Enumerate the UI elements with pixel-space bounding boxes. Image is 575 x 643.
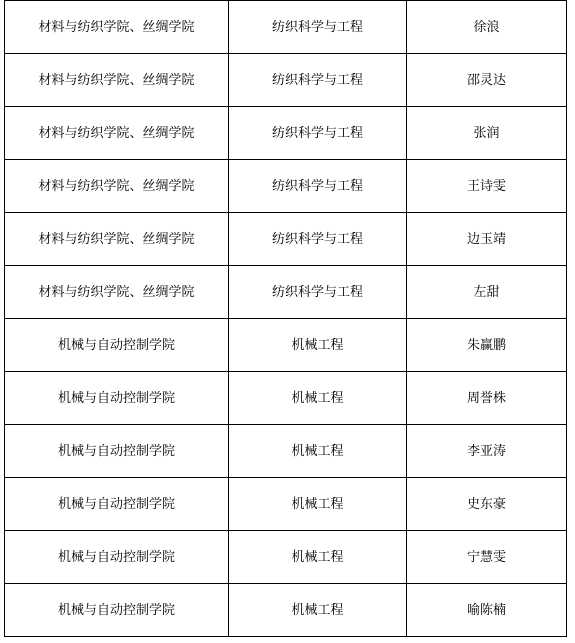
college-cell: 材料与纺织学院、丝绸学院 [5, 1, 229, 54]
name-cell: 周誉株 [407, 372, 567, 425]
college-cell: 材料与纺织学院、丝绸学院 [5, 160, 229, 213]
table-row [5, 54, 567, 107]
table-row [5, 213, 567, 266]
table-row [5, 584, 567, 637]
table-row [5, 478, 567, 531]
name-cell: 王诗雯 [407, 160, 567, 213]
table-row [5, 266, 567, 319]
college-cell: 材料与纺织学院、丝绸学院 [5, 107, 229, 160]
major-cell: 机械工程 [229, 584, 407, 637]
major-cell: 机械工程 [229, 425, 407, 478]
college-cell: 机械与自动控制学院 [5, 319, 229, 372]
college-cell: 材料与纺织学院、丝绸学院 [5, 213, 229, 266]
table-body [5, 1, 567, 637]
table-row [5, 319, 567, 372]
name-cell: 宁慧雯 [407, 531, 567, 584]
major-cell: 机械工程 [229, 478, 407, 531]
name-cell: 史东豪 [407, 478, 567, 531]
table-row [5, 107, 567, 160]
major-cell: 纺织科学与工程 [229, 54, 407, 107]
college-cell: 机械与自动控制学院 [5, 425, 229, 478]
name-cell: 喻陈楠 [407, 584, 567, 637]
name-cell: 左甜 [407, 266, 567, 319]
name-cell: 边玉靖 [407, 213, 567, 266]
major-cell: 机械工程 [229, 372, 407, 425]
table-row [5, 372, 567, 425]
table-row [5, 425, 567, 478]
name-cell: 李亚涛 [407, 425, 567, 478]
college-cell: 机械与自动控制学院 [5, 584, 229, 637]
name-cell: 朱赢鹏 [407, 319, 567, 372]
major-cell: 机械工程 [229, 531, 407, 584]
major-cell: 机械工程 [229, 319, 407, 372]
table-row [5, 160, 567, 213]
name-cell: 邵灵达 [407, 54, 567, 107]
major-cell: 纺织科学与工程 [229, 213, 407, 266]
college-cell: 机械与自动控制学院 [5, 478, 229, 531]
major-cell: 纺织科学与工程 [229, 1, 407, 54]
major-cell: 纺织科学与工程 [229, 160, 407, 213]
name-cell: 张润 [407, 107, 567, 160]
table-row [5, 1, 567, 54]
college-cell: 机械与自动控制学院 [5, 531, 229, 584]
college-cell: 机械与自动控制学院 [5, 372, 229, 425]
major-cell: 纺织科学与工程 [229, 107, 407, 160]
college-cell: 材料与纺织学院、丝绸学院 [5, 266, 229, 319]
student-table [4, 0, 567, 637]
college-cell: 材料与纺织学院、丝绸学院 [5, 54, 229, 107]
table-row [5, 531, 567, 584]
name-cell: 徐浪 [407, 1, 567, 54]
major-cell: 纺织科学与工程 [229, 266, 407, 319]
